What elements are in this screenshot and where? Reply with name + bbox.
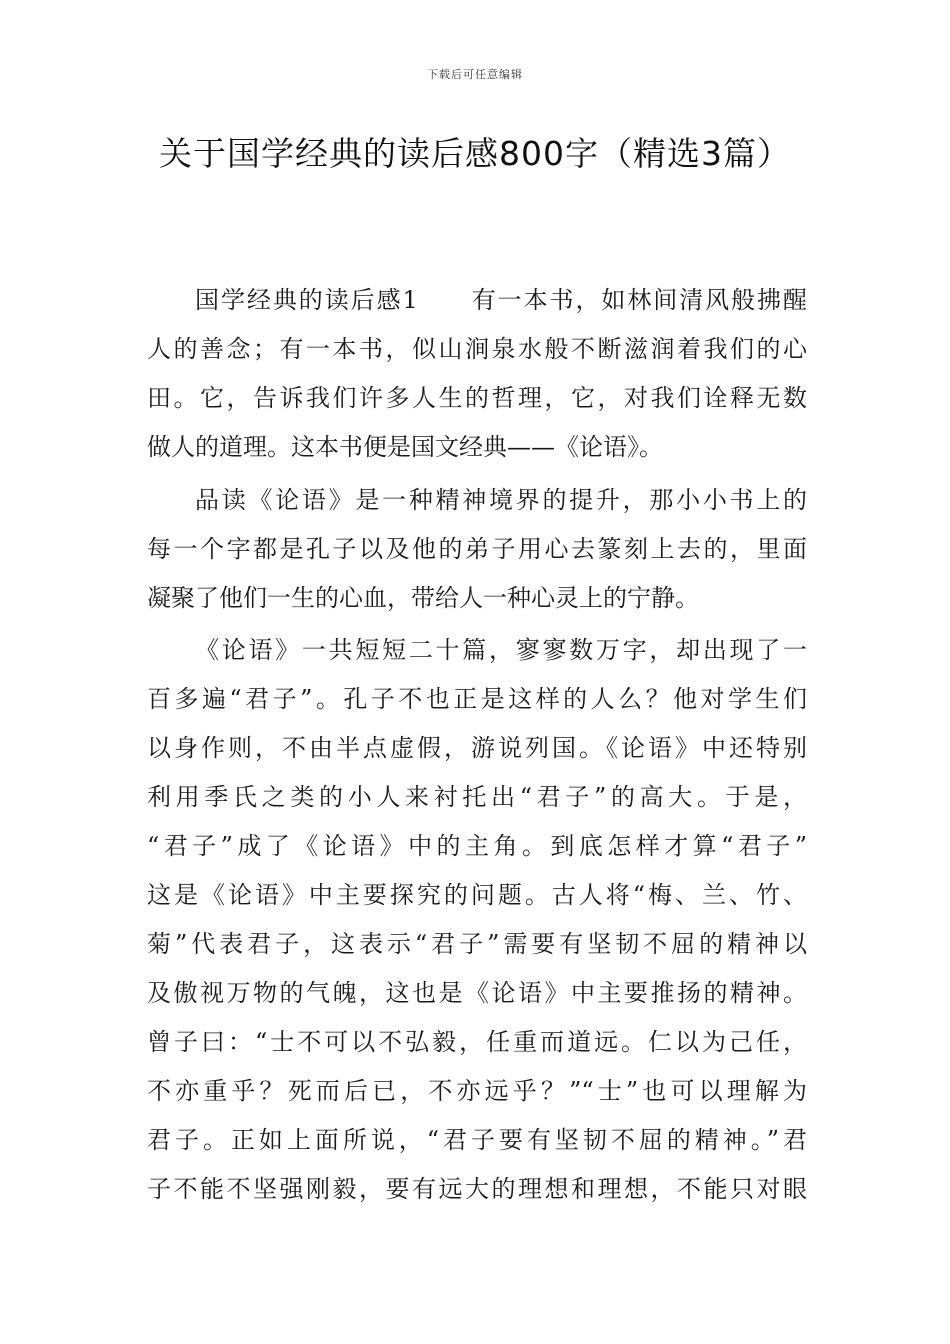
- paragraph-line: 凝聚了他们一生的心血，带给人一种心灵上的宁静。: [147, 584, 699, 612]
- paragraph-line: 菊”代表君子，这表示“君子”需要有坚韧不屈的精神以: [147, 930, 807, 958]
- paragraph-line: [147, 276, 807, 325]
- paragraph-1: [147, 276, 807, 472]
- paragraph-line: 这是《论语》中主要探究的问题。古人将“梅、兰、竹、: [147, 881, 807, 909]
- paragraph-line: 品读《论语》是一种精神境界的提升，那小小书上的: [195, 486, 807, 514]
- section-heading: 国学经典的读后感1: [195, 286, 418, 314]
- paragraph-line: 做人的道理。这本书便是国文经典——《论语》。: [147, 433, 663, 461]
- paragraph-line: 子不能不坚强刚毅，要有远大的理想和理想，不能只对眼: [147, 1175, 807, 1203]
- document-title: 关于国学经典的读后感800字（精选3篇）: [159, 134, 791, 173]
- paragraph-line: 每一个字都是孔子以及他的弟子用心去篆刻上去的，里面: [147, 535, 807, 563]
- paragraph-3: [147, 626, 807, 1214]
- paragraph-2: [147, 476, 807, 623]
- paragraph-line: 不亦重乎？死而后已，不亦远乎？”“士”也可以理解为: [147, 1077, 807, 1105]
- paragraph-line: 百多遍“君子”。孔子不也正是这样的人么？他对学生们: [147, 685, 807, 713]
- header-note: 下载后可任意编辑: [427, 68, 523, 81]
- paragraph-line: 人的善念；有一本书，似山涧泉水般不断滋润着我们的心: [147, 335, 807, 363]
- paragraph-line: 曾子曰：“士不可以不弘毅，任重而道远。仁以为己任，: [147, 1028, 807, 1056]
- paragraph-line: 《论语》一共短短二十篇，寥寥数万字，却出现了一: [195, 636, 807, 664]
- paragraph-line: 及傲视万物的气魄，这也是《论语》中主要推扬的精神。: [147, 979, 807, 1007]
- paragraph-line: 君子。正如上面所说，“君子要有坚韧不屈的精神。”君: [147, 1126, 807, 1154]
- paragraph-line: “君子”成了《论语》中的主角。到底怎样才算“君子”: [147, 832, 807, 860]
- paragraph-line: 以身作则，不由半点虚假，游说列国。《论语》中还特别: [147, 734, 807, 762]
- paragraph-line: 田。它，告诉我们许多人生的哲理，它，对我们诠释无数: [147, 384, 807, 412]
- paragraph-line: 利用季氏之类的小人来衬托出“君子”的高大。于是，: [147, 783, 807, 811]
- line-text: 有一本书，如林间清风般拂醒: [469, 286, 807, 314]
